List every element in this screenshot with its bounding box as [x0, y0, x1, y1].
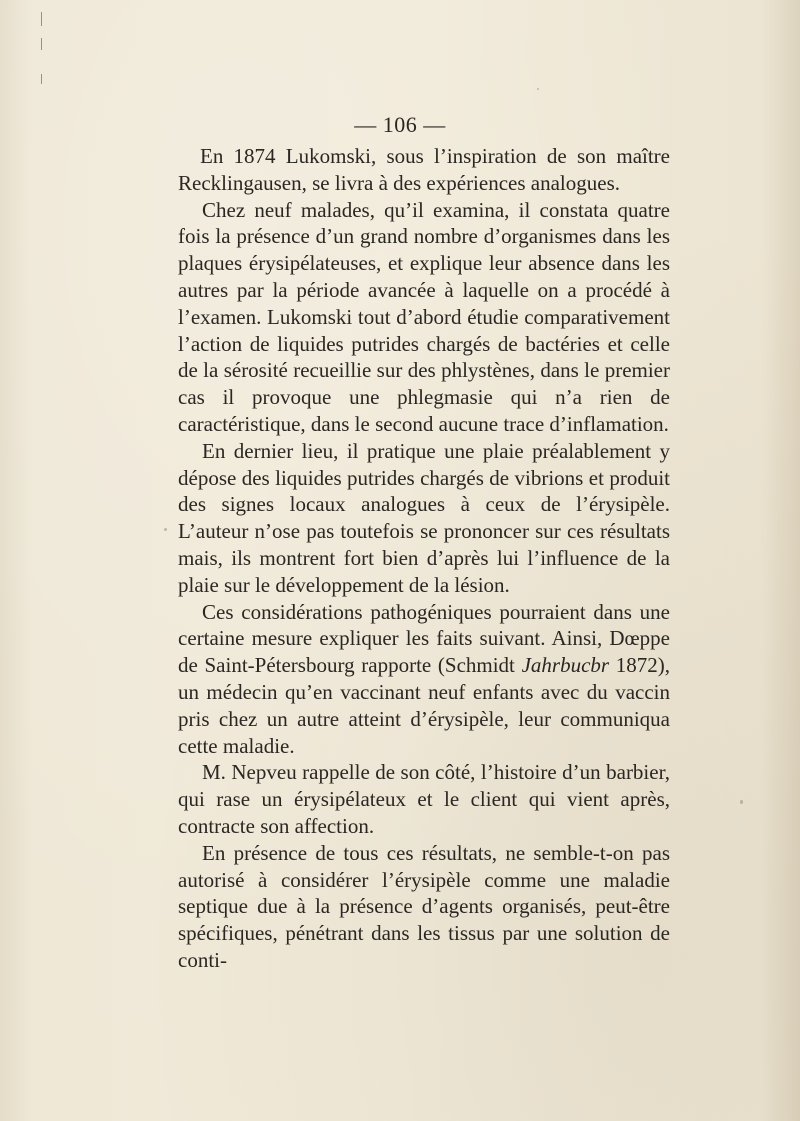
paragraph: Chez neuf malades, qu’il examina, il constata quatre fois la présence d’un grand nombre d’organismes dans les plaques érysipélateuses, et explique leur absence dans les autres par la période avancée à laquelle on a procédé à l’examen. Lukomski tout d’abord étudie comparativement l’action de liquides putrides chargés de bactéries et celle de la sérosité recueillie sur des phlystènes, dans le premier cas il provoque une phlegmasie qui n’a rien de caractéristique, dans le second aucune trace d’inflamation.	[178, 197, 670, 436]
paragraph: En présence de tous ces résultats, ne semble-t-on pas autorisé à considérer l’érysipèle comme une maladie septique due à la présence d’agents organisés, peut-être spécifiques, pénétrant dans les tissus par une solution de conti-	[178, 840, 670, 972]
paragraph-text: 1872), un médecin qu’en vaccinant neuf enfants avec du vaccin pris chez un autre atteint d’érysipèle, leur communiqua cette maladie.	[178, 653, 670, 758]
paragraph: En 1874 Lukomski, sous l’inspiration de son maître Recklingausen, se livra à des expériences analogues.	[178, 144, 670, 195]
paragraph-text: Ces considérations pathogéniques pourraient dans une certaine mesure expliquer les faits suivant. Ainsi, Dœppe de Saint-Pétersbourg rapporte (Schmidt	[178, 599, 670, 678]
paragraph: En dernier lieu, il pratique une plaie préalablement y dépose des liquides putrides chargés de vibrions et produit des signes locaux analogues à ceux de l’érysipèle. L’auteur n’ose pas toutefois se prononcer sur ces résultats mais, ils montrent fort bien d’après lui l’influence de la plaie sur le développement de la lésion.	[178, 438, 670, 597]
paragraph: M. Nepveu rappelle de son côté, l’histoire d’un barbier, qui rase un érysipélateux et le client qui vient après, contracte son affection.	[178, 760, 670, 838]
paper-speck	[537, 88, 539, 90]
binding-marks	[36, 8, 50, 88]
journal-title: Jahrbucbr	[521, 653, 610, 678]
paper-speck	[164, 528, 167, 531]
body-text	[178, 143, 670, 974]
page-number: — 106 —	[354, 112, 446, 137]
paper-speck	[740, 800, 743, 804]
paragraph	[178, 599, 670, 760]
